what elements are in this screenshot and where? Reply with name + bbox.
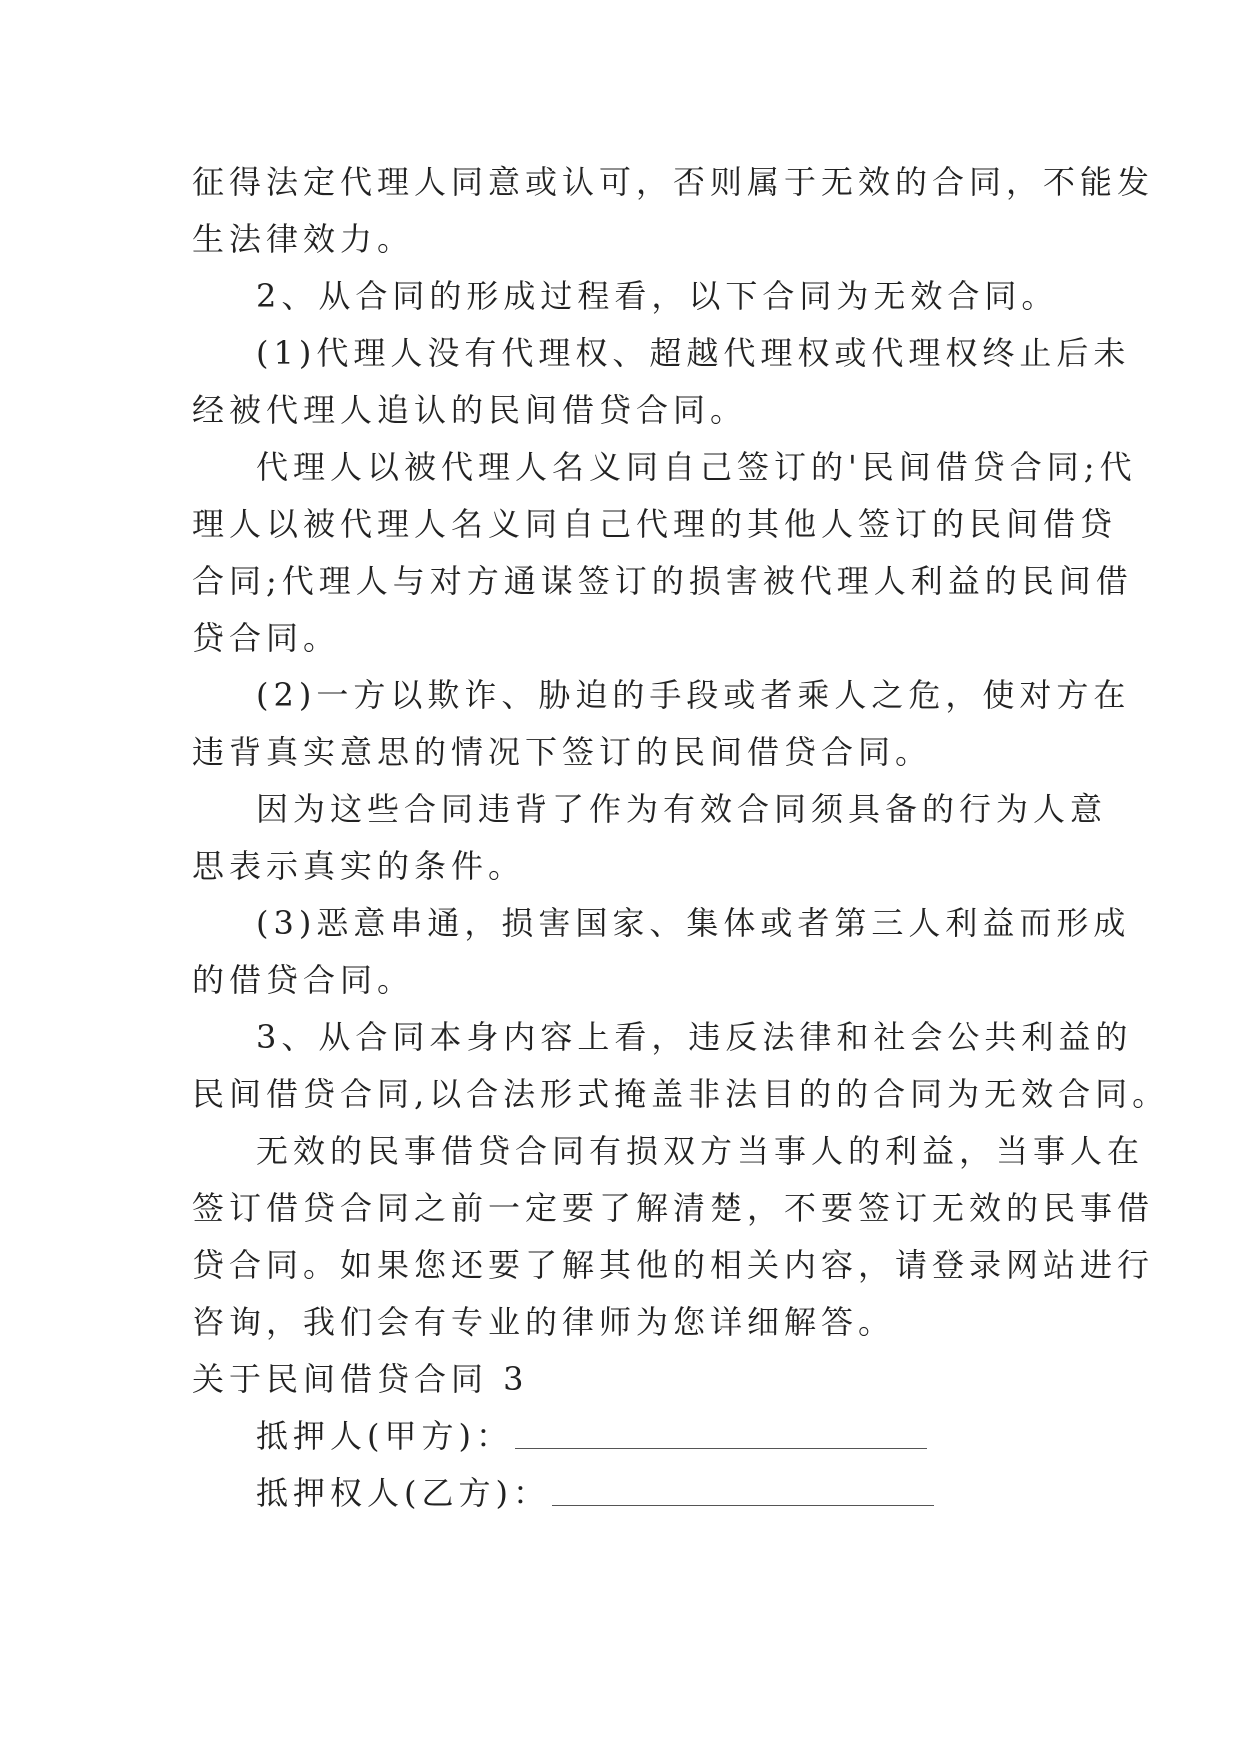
text-line: 民间借贷合同,以合法形式掩盖非法目的的合同为无效合同。 [192, 1075, 1170, 1113]
text-line: 贷合同。 [192, 619, 341, 657]
mortgagee-blank [552, 1475, 934, 1506]
mortgagor-blank [515, 1418, 927, 1449]
text-line: 的借贷合同。 [192, 961, 415, 999]
text-line: 咨询，我们会有专业的律师为您详细解答。 [192, 1303, 896, 1341]
text-line: 经被代理人追认的民间借贷合同。 [192, 391, 748, 429]
text-line: 合同;代理人与对方通谋签订的损害被代理人利益的民间借 [192, 562, 1133, 600]
mortgagee-row [192, 1465, 1062, 1522]
text-line: 2、从合同的形成过程看，以下合同为无效合同。 [256, 277, 1059, 315]
document-body [192, 154, 1170, 1522]
text-line: 代理人以被代理人名义同自己签订的'民间借贷合同;代 [256, 448, 1137, 486]
text-line: 贷合同。如果您还要了解其他的相关内容，请登录网站进行 [192, 1246, 1155, 1284]
text-line: 违背真实意思的情况下签订的民间借贷合同。 [192, 733, 933, 771]
text-line: 签订借贷合同之前一定要了解清楚，不要签订无效的民事借 [192, 1189, 1155, 1227]
text-line: 理人以被代理人名义同自己代理的其他人签订的民间借贷 [192, 505, 1118, 543]
text-line: 思表示真实的条件。 [192, 847, 526, 885]
mortgagor-row [192, 1408, 1062, 1465]
mortgagor-label: 抵押人(甲方)： [256, 1417, 513, 1455]
text-line: 生法律效力。 [192, 220, 415, 258]
section-title: 关于民间借贷合同 3 [192, 1360, 529, 1398]
text-line: 无效的民事借贷合同有损双方当事人的利益，当事人在 [256, 1132, 1145, 1170]
mortgagee-label: 抵押权人(乙方)： [256, 1474, 550, 1512]
text-line: (1)代理人没有代理权、超越代理权或代理权终止后未 [256, 334, 1131, 372]
text-line: 因为这些合同违背了作为有效合同须具备的行为人意 [256, 790, 1108, 828]
text-line: 征得法定代理人同意或认可，否则属于无效的合同，不能发 [192, 163, 1155, 201]
text-line: (2)一方以欺诈、胁迫的手段或者乘人之危，使对方在 [256, 676, 1131, 714]
text-line: 3、从合同本身内容上看，违反法律和社会公共利益的 [256, 1018, 1133, 1056]
text-line: (3)恶意串通，损害国家、集体或者第三人利益而形成 [256, 904, 1131, 942]
